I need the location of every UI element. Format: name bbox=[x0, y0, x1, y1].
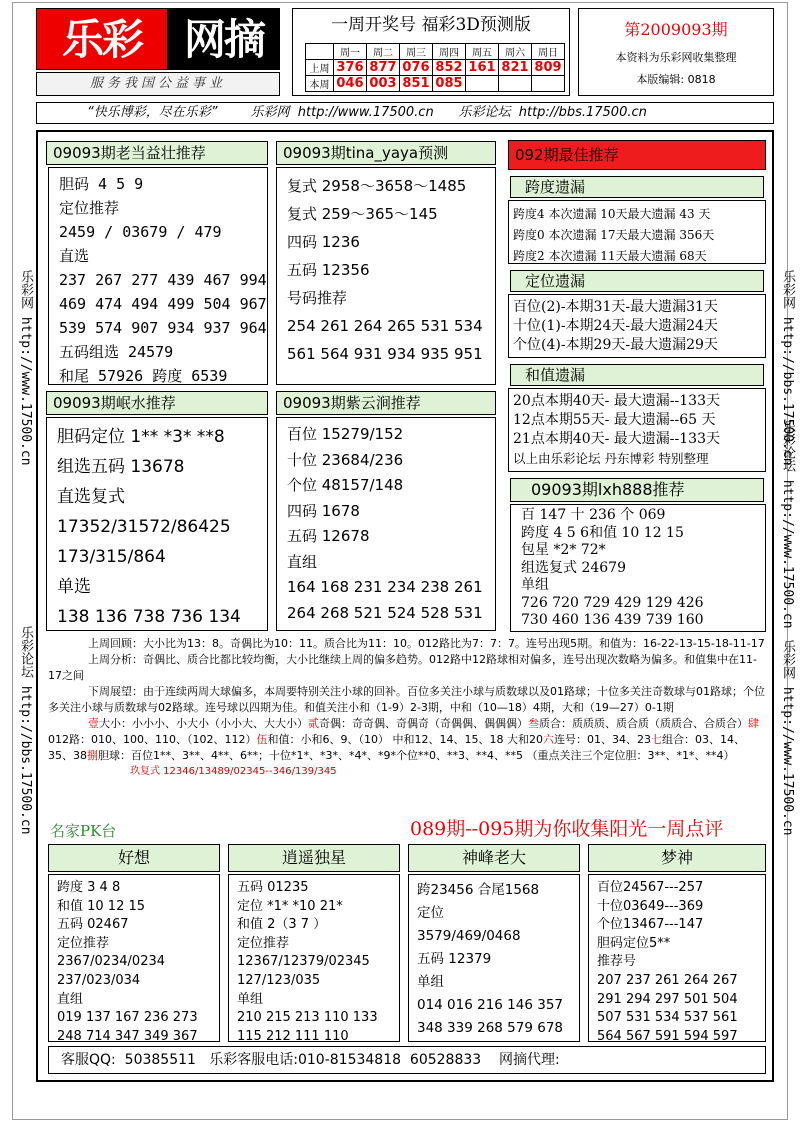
draw-number bbox=[532, 76, 565, 92]
box2-line: 复式 259～365～145 bbox=[287, 205, 438, 223]
draw-number: 809 bbox=[532, 60, 565, 76]
sum-title: 和值遗漏 bbox=[510, 364, 764, 386]
box5-title: 09093期lxh888推荐 bbox=[510, 478, 764, 502]
weekday: 周日 bbox=[532, 44, 565, 60]
pk-box-3: 跨23456 合尾1568 定位 3579/469/0468 五码 12379 单组 014 016 216 146 357 348 339 268 579 678 bbox=[408, 874, 580, 1042]
box5-line: 730 460 136 439 739 160 bbox=[521, 612, 704, 628]
weekday: 周四 bbox=[433, 44, 466, 60]
box3-line: 胆码定位 1** *3* **8 bbox=[57, 427, 225, 447]
box4-line: 五码 12678 bbox=[287, 527, 370, 545]
box1-line: 539 574 907 934 937 964 bbox=[59, 319, 267, 337]
box5-content bbox=[510, 504, 766, 632]
box1-line: 五码组选 24579 bbox=[59, 343, 174, 361]
draw-title: 一周开奖号 福彩3D预测版 bbox=[331, 15, 531, 35]
draw-number bbox=[499, 76, 532, 92]
box4-line: 个位 48157/148 bbox=[287, 476, 404, 494]
source-note: 本资料为乐彩网收集整理 bbox=[615, 51, 737, 64]
box4-line: 百位 15279/152 bbox=[287, 425, 404, 443]
pos-content bbox=[508, 294, 766, 358]
draw-number: 161 bbox=[466, 60, 499, 76]
span-line: 跨度0 本次遗漏 17天最大遗漏 356天 bbox=[513, 228, 715, 242]
draw-number: 852 bbox=[433, 60, 466, 76]
issue-panel bbox=[578, 8, 774, 96]
box5-line: 百 147 十 236 个 069 bbox=[521, 507, 666, 523]
pk-box-2: 五码 01235 定位 *1* *10 21* 和值 2（3 7 ） 定位推荐 12367/12379/02345 127/123/035 单组 210 215 213 110 133 115 212 111 110 bbox=[228, 874, 400, 1042]
pk-box-4: 百位24567---257 十位03649---369 个位13467---147 胆码定位5** 推荐号 207 237 261 264 267 291 294 297 501 504 507 531 534 537 561 564 567 591 594 597 bbox=[588, 874, 766, 1042]
site-logo[interactable] bbox=[36, 8, 280, 70]
pos-title: 定位遗漏 bbox=[510, 270, 764, 292]
box1-line: 直选 bbox=[59, 247, 90, 265]
span-line: 跨度4 本次遗漏 10天最大遗漏 43 天 bbox=[513, 207, 711, 221]
span-line: 跨度2 本次遗漏 11天最大遗漏 68天 bbox=[513, 249, 707, 263]
box1-line: 和尾 57926 跨度 6539 bbox=[59, 367, 228, 385]
pk-head-3: 神峰老大 bbox=[408, 844, 580, 872]
box1-line: 237 267 277 439 467 994 bbox=[59, 271, 267, 289]
pos-line: 个位(4)-本期29天-最大遗漏29天 bbox=[513, 337, 718, 353]
promo-text: 089期--095期为你收集阳光一周点评 bbox=[410, 818, 724, 840]
editor-note: 本版编辑: 0818 bbox=[636, 73, 716, 86]
box3-line: 直选复式 bbox=[57, 487, 125, 507]
span-title: 跨度遗漏 bbox=[510, 176, 764, 198]
weekday: 周二 bbox=[367, 44, 400, 60]
sum-content bbox=[508, 388, 766, 472]
box5-line: 组选复式 24679 bbox=[521, 559, 626, 576]
review-fushi: 玖复式 12346/13489/02345--346/139/345 bbox=[130, 766, 337, 777]
span-content bbox=[508, 200, 766, 264]
side-text-right-mid[interactable]: 乐彩论坛 http://www.17500.cn bbox=[780, 420, 795, 629]
box2-line: 五码 12356 bbox=[287, 261, 370, 279]
pos-line: 百位(2)-本期31天-最大遗漏31天 bbox=[513, 299, 718, 315]
url-bar[interactable]: “快乐博彩，尽在乐彩” 乐彩网 http://www.17500.cn 乐彩论坛 http://bbs.17500.cn bbox=[36, 102, 774, 124]
side-text-right-bottom[interactable]: 乐彩网 http://www.17500.cn bbox=[780, 640, 795, 836]
box4-line: 264 268 521 524 528 531 bbox=[287, 603, 483, 622]
box2-line: 561 564 931 934 935 951 bbox=[287, 345, 483, 363]
box4-line: 四码 1678 bbox=[287, 501, 360, 520]
pk-box-1: 跨度 3 4 8 和值 10 12 15 五码 02467 定位推荐 2367/0234/0234 237/023/034 直组 019 137 167 236 273 248 714 347 349 367 bbox=[48, 874, 220, 1042]
draw-number: 821 bbox=[499, 60, 532, 76]
box2-title: 09093期tina_yaya预测 bbox=[276, 141, 496, 165]
box3-line: 138 136 738 736 134 bbox=[57, 607, 241, 627]
pk-head-1: 好想 bbox=[48, 844, 220, 872]
review-p2: 上周分析：奇偶比、质合比都比较均衡，大小比继续上周的偏多趋势。012路中12路球相对偏多，连号出现次数略为偏多。和值集中在11-17之间 bbox=[48, 653, 757, 682]
draw-number: 085 bbox=[433, 76, 466, 92]
logo-black-text: 网摘 bbox=[167, 9, 280, 70]
draw-table bbox=[305, 43, 565, 92]
footer-contact: 客服QQ: 50385511 乐彩客服电话:010-81534818 60528833 网摘代理: bbox=[48, 1046, 766, 1074]
slogan: 服务我国公益事业 bbox=[36, 72, 280, 96]
weekday: 周三 bbox=[400, 44, 433, 60]
box1-line: 胆码 4 5 9 bbox=[59, 175, 144, 193]
box3-line: 173/315/864 bbox=[57, 547, 166, 567]
sum-line: 21点本期40天- 最大遗漏--133天 bbox=[513, 431, 720, 447]
box1-line: 定位推荐 bbox=[59, 199, 120, 217]
box1-line: 2459 / 03679 / 479 bbox=[59, 223, 222, 241]
box4-line: 直组 bbox=[287, 552, 318, 571]
draw-results-panel bbox=[292, 8, 570, 96]
weekday: 周五 bbox=[466, 44, 499, 60]
box2-line: 号码推荐 bbox=[287, 289, 348, 307]
box5-line: 包星 *2* 72* bbox=[521, 542, 606, 558]
pk-head-4: 梦神 bbox=[588, 844, 766, 872]
draw-number bbox=[466, 76, 499, 92]
pk-head-2: 逍遥独星 bbox=[228, 844, 400, 872]
review-p3: 下周展望：由于连续两周大球偏多，本周要特别关注小球的回补。百位多关注小球与质数球以及01路球；十位多关注奇数球与01路球；个位多关注小球与质数球与02路球。连号球以四期为佳。和值关注小和（1-9）2-3期，中和（10—18）4期，大和（19—27）0-1期 bbox=[48, 685, 765, 714]
box3-line: 17352/31572/86425 bbox=[57, 517, 231, 537]
sum-line: 20点本期40天- 最大遗漏--133天 bbox=[513, 393, 720, 409]
logo-red-text: 乐彩 bbox=[37, 9, 167, 70]
box1-content bbox=[48, 167, 268, 385]
draw-number: 046 bbox=[334, 76, 367, 92]
box1-title: 09093期老当益壮推荐 bbox=[46, 141, 268, 165]
box4-line: 164 168 231 234 238 261 bbox=[287, 578, 483, 596]
pos-line: 十位(1)-本期24天-最大遗漏24天 bbox=[513, 318, 718, 334]
box3-line: 单选 bbox=[57, 577, 91, 597]
weekly-review bbox=[48, 636, 766, 780]
box2-content bbox=[276, 167, 496, 385]
best-title: 092期最佳推荐 bbox=[508, 140, 766, 170]
draw-number: 376 bbox=[334, 60, 367, 76]
side-text-left-bottom[interactable]: 乐彩论坛 http://bbs.17500.cn bbox=[18, 626, 33, 835]
box5-line: 726 720 729 429 129 426 bbox=[521, 594, 704, 611]
side-text-right-top[interactable]: 乐彩网 http://bbs.17500.cn bbox=[780, 270, 795, 466]
review-p4: 壹大小：小小小、小大小（小小大、大大小）贰奇偶：奇奇偶、奇偶奇（奇偶偶、偶偶偶）叁质合：质质质、质合质（质质合、合质合）肆012路：010、100、110、（102、112）伍和值：小和6、9、（10） 中和12、14、15、18 大和20六连号：01、34、23七组合：03、14、35、38捌胆球：百位1**、3**、4**、6**；十位*1*、*3*、*4*、*9*个位**0、**3、**4、**5 （重点关注三个定位胆：3**、*1*、**4） bbox=[48, 717, 759, 762]
side-text-left-top[interactable]: 乐彩网 http://www.17500.cn bbox=[18, 270, 33, 466]
sum-line: 12点本期55天- 最大遗漏--65 天 bbox=[513, 412, 716, 428]
sum-credit: 以上由乐彩论坛 丹东博彩 特别整理 bbox=[513, 451, 709, 466]
box2-line: 四码 1236 bbox=[287, 233, 360, 251]
draw-number: 076 bbox=[400, 60, 433, 76]
issue-number: 第2009093期 bbox=[624, 20, 728, 39]
box1-line: 469 474 494 499 504 967 bbox=[59, 295, 267, 313]
draw-number: 851 bbox=[400, 76, 433, 92]
row-label: 本周 bbox=[306, 76, 334, 92]
weekday: 周六 bbox=[499, 44, 532, 60]
box4-line: 十位 23684/236 bbox=[287, 450, 404, 469]
box4-title: 09093期紫云涧推荐 bbox=[276, 391, 496, 415]
draw-number: 877 bbox=[367, 60, 400, 76]
pk-title: 名家PK台 bbox=[50, 822, 117, 840]
review-p1: 上周回顾：大小比为13：8。奇偶比为10：11。质合比为11：10。012路比为7：7：7。连号出现5期。和值为：16-22-13-15-18-11-17 bbox=[88, 637, 765, 650]
draw-number: 003 bbox=[367, 76, 400, 92]
box5-line: 跨度 4 5 6和值 10 12 15 bbox=[521, 524, 684, 541]
weekday: 周一 bbox=[334, 44, 367, 60]
box5-line: 单组 bbox=[521, 577, 549, 593]
box2-line: 254 261 264 265 531 534 bbox=[287, 317, 483, 335]
box4-content bbox=[276, 417, 496, 631]
box3-line: 组选五码 13678 bbox=[57, 457, 185, 477]
box3-title: 09093期岷水推荐 bbox=[46, 391, 268, 415]
row-label: 上周 bbox=[306, 60, 334, 76]
box3-content bbox=[46, 417, 268, 631]
box2-line: 复式 2958～3658～1485 bbox=[287, 177, 467, 195]
